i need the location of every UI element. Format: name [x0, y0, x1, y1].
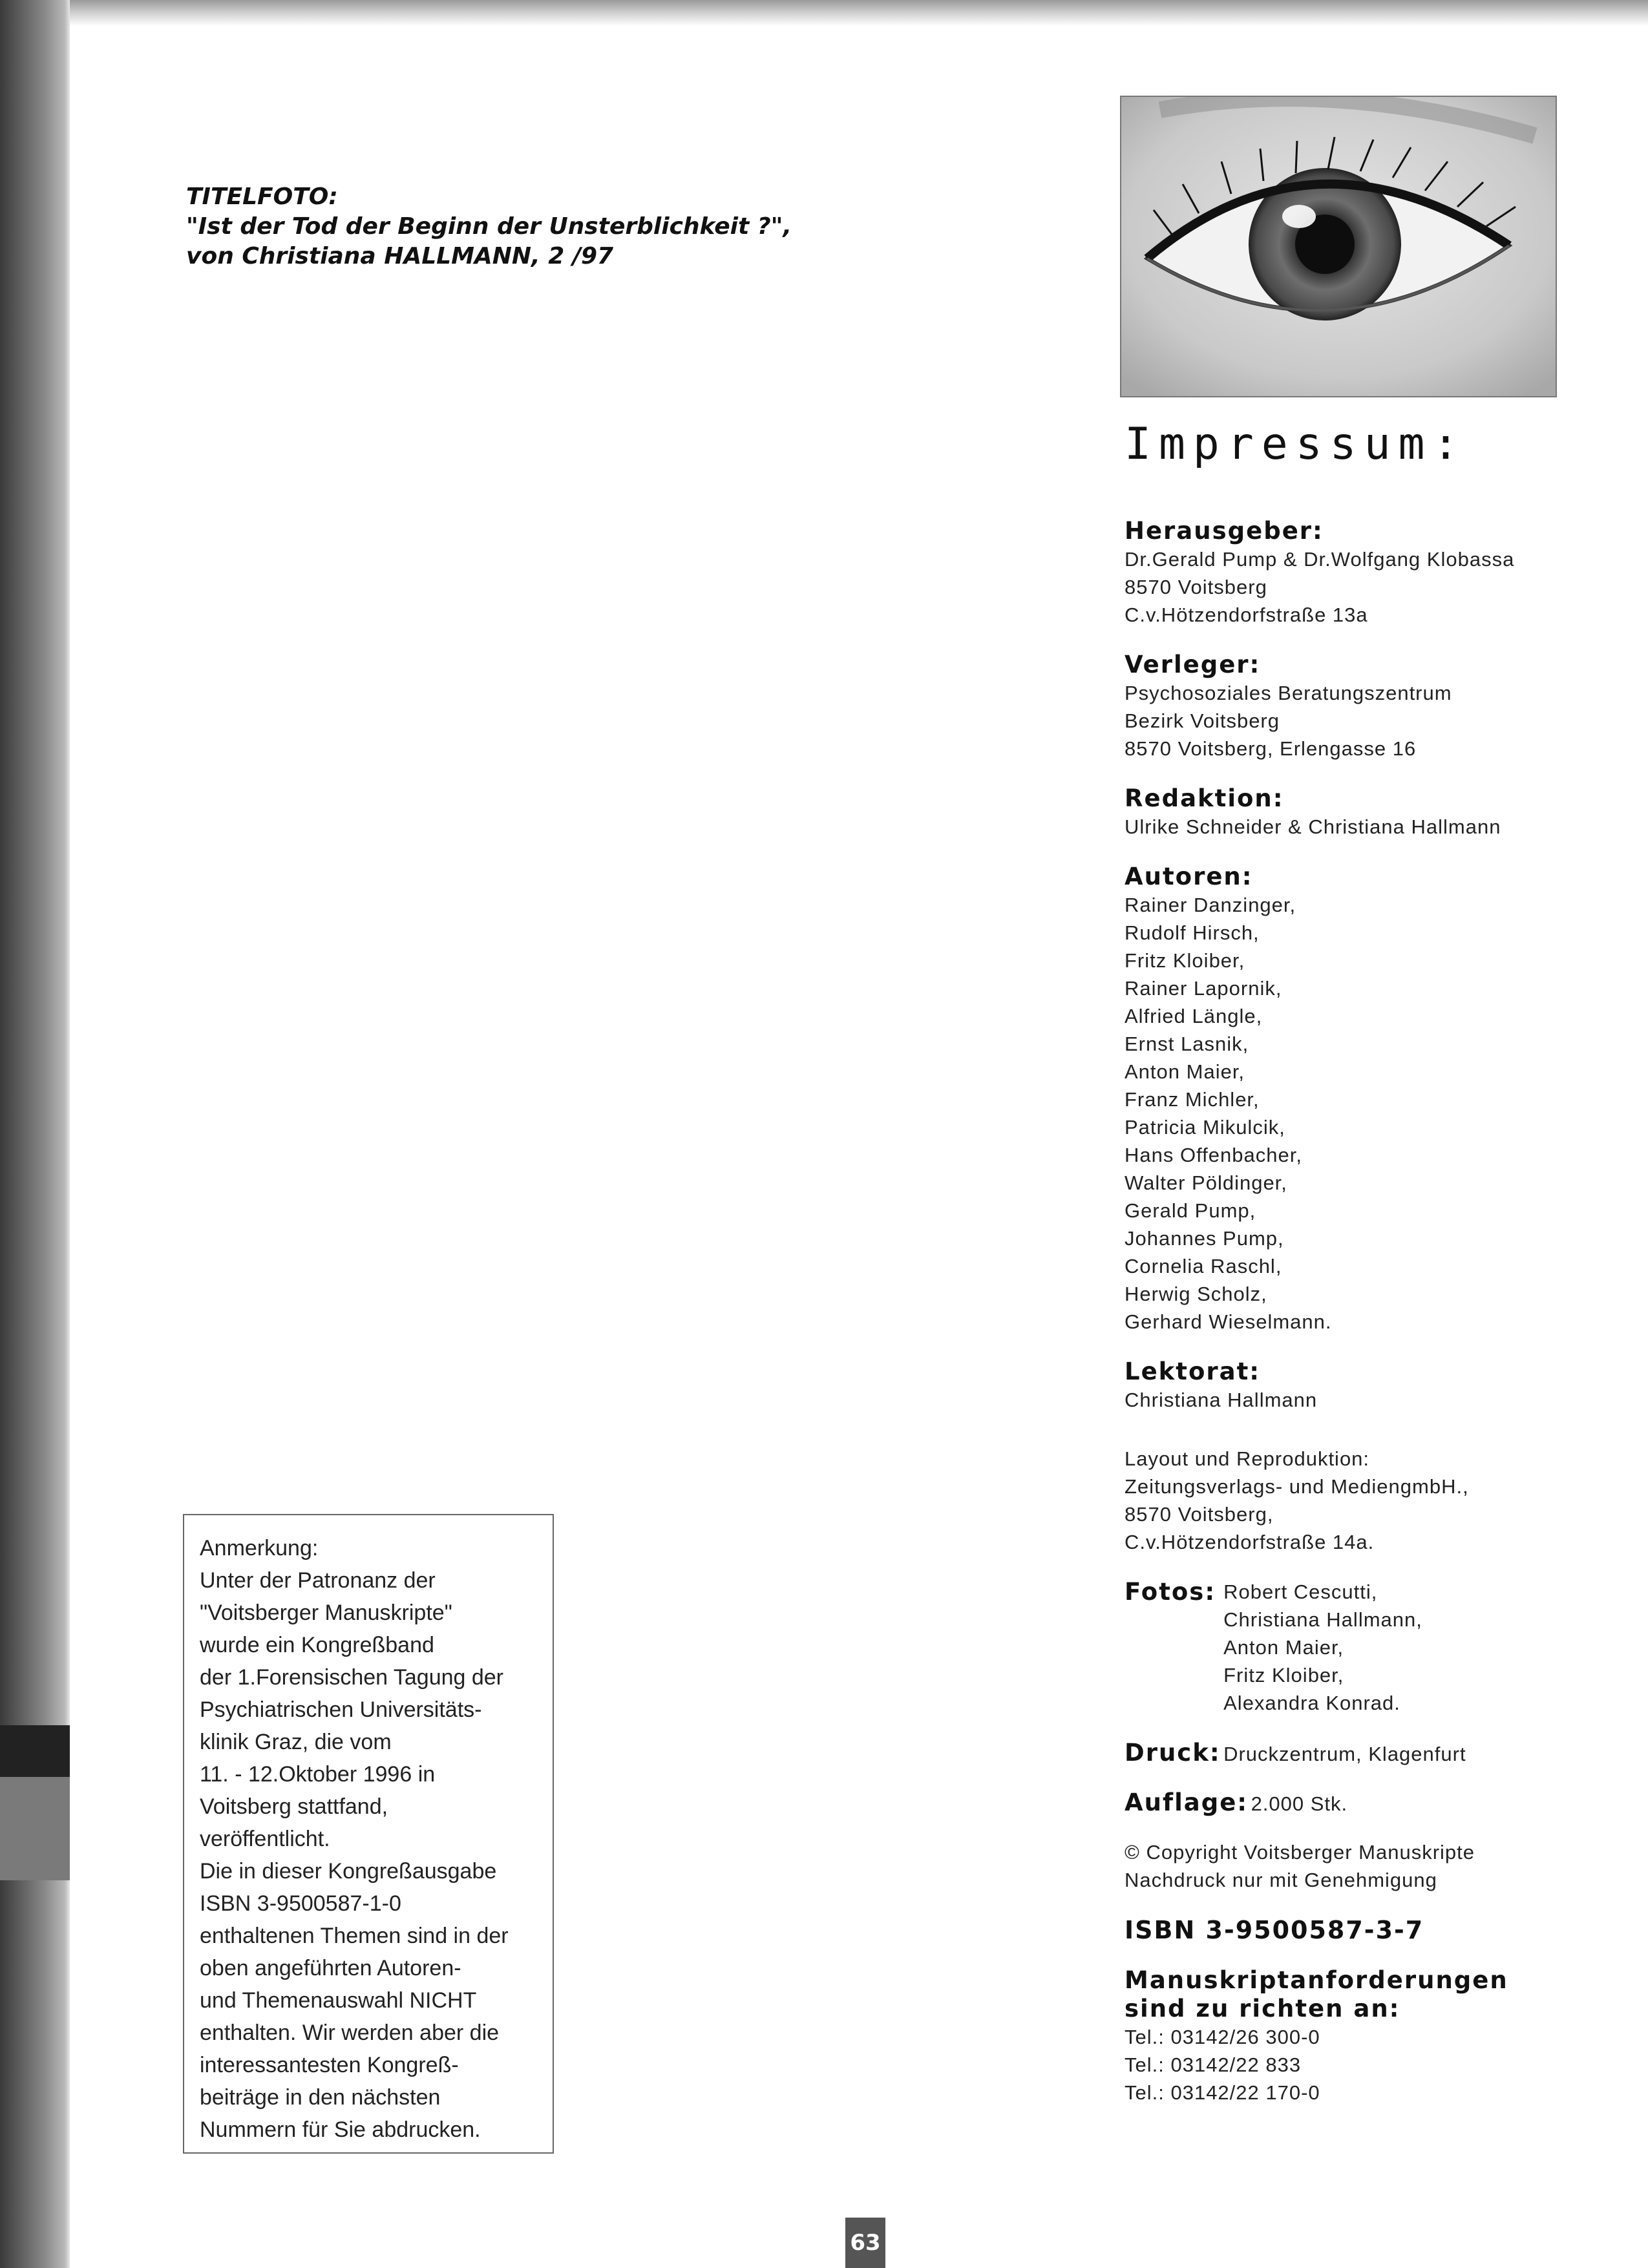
- photographer-name: Christiana Hallmann,: [1223, 1608, 1422, 1631]
- isbn-number: ISBN 3-9500587-3-7: [1125, 1916, 1424, 1944]
- note-line: und Themenauswahl NICHT: [200, 1988, 477, 2013]
- titelfoto-caption-line1: "Ist der Tod der Beginn der Unsterblichkeit ?",: [186, 213, 792, 240]
- author-name: Franz Michler,: [1125, 1088, 1260, 1111]
- note-line: enthaltenen Themen sind in der: [200, 1924, 509, 1948]
- copyright-line: © Copyright Voitsberger Manuskripte: [1125, 1841, 1475, 1864]
- author-name: Cornelia Raschl,: [1125, 1255, 1282, 1277]
- author-name: Hans Offenbacher,: [1125, 1144, 1302, 1166]
- druck-value: Druckzentrum, Klagenfurt: [1223, 1743, 1466, 1765]
- isbn-section: [1125, 1916, 1642, 1944]
- eye-photo: [1120, 96, 1557, 397]
- note-line: veröffentlicht.: [200, 1827, 330, 1851]
- note-line: oben angeführten Autoren-: [200, 1956, 461, 1980]
- verleger-line: Psychosoziales Beratungszentrum: [1125, 682, 1452, 704]
- eye-illustration: [1121, 97, 1556, 396]
- imprint-block: [1125, 517, 1642, 2128]
- page-top-edge-shadow: [70, 0, 1648, 26]
- author-name: Gerhard Wieselmann.: [1125, 1310, 1332, 1333]
- author-name: Rudolf Hirsch,: [1125, 921, 1260, 944]
- photographer-name: Alexandra Konrad.: [1223, 1692, 1400, 1714]
- note-line: Unter der Patronanz der: [200, 1568, 436, 1593]
- impressum-heading: Impressum:: [1125, 419, 1467, 470]
- note-line: interessantesten Kongreß-: [200, 2053, 459, 2077]
- verleger-line: Bezirk Voitsberg: [1125, 709, 1280, 732]
- autoren-heading: Autoren:: [1125, 863, 1253, 890]
- author-name: Herwig Scholz,: [1125, 1283, 1267, 1305]
- note-line: beiträge in den nächsten: [200, 2085, 441, 2110]
- photographer-name: Fritz Kloiber,: [1223, 1664, 1344, 1686]
- verleger-line: 8570 Voitsberg, Erlengasse 16: [1125, 737, 1417, 760]
- author-name: Walter Pöldinger,: [1125, 1171, 1287, 1194]
- note-line: Psychiatrischen Universitäts-: [200, 1697, 482, 1722]
- redaktion-heading: Redaktion:: [1125, 784, 1284, 812]
- manuskript-heading-line2: sind zu richten an:: [1125, 1995, 1400, 2022]
- manuskript-section: [1125, 1966, 1642, 2106]
- lektorat-line: Christiana Hallmann: [1125, 1389, 1318, 1411]
- titelfoto-label: TITELFOTO:: [186, 184, 338, 210]
- note-line: enthalten. Wir werden aber die: [200, 2021, 500, 2045]
- herausgeber-heading: Herausgeber:: [1125, 517, 1324, 545]
- author-name: Patricia Mikulcik,: [1125, 1116, 1285, 1139]
- phone-number: Tel.: 03142/22 833: [1125, 2053, 1302, 2076]
- manuskript-heading-line1: Manuskriptanforderungen: [1125, 1966, 1508, 1994]
- note-line: Anmerkung:: [200, 1536, 319, 1560]
- author-name: Gerald Pump,: [1125, 1199, 1256, 1222]
- autoren-section: [1125, 863, 1642, 1336]
- author-name: Fritz Kloiber,: [1125, 949, 1245, 972]
- note-line: wurde ein Kongreßband: [200, 1633, 434, 1657]
- author-name: Anton Maier,: [1125, 1060, 1245, 1083]
- verleger-heading: Verleger:: [1125, 651, 1261, 678]
- author-name: Rainer Lapornik,: [1125, 977, 1282, 1000]
- layout-line: C.v.Hötzendorfstraße 14a.: [1125, 1531, 1375, 1553]
- fotos-heading: Fotos:: [1125, 1578, 1216, 1606]
- fotos-section: [1125, 1578, 1642, 1717]
- phone-number: Tel.: 03142/22 170-0: [1125, 2081, 1320, 2104]
- auflage-heading: Auflage:: [1125, 1789, 1249, 1816]
- note-line: "Voitsberger Manuskripte": [200, 1601, 452, 1625]
- layout-line: Layout und Reproduktion:: [1125, 1447, 1370, 1470]
- druck-heading: Druck:: [1125, 1739, 1221, 1767]
- photographer-name: Robert Cescutti,: [1223, 1580, 1378, 1603]
- verleger-section: [1125, 651, 1642, 762]
- lektorat-heading: Lektorat:: [1125, 1358, 1261, 1385]
- note-line: Voitsberg stattfand,: [200, 1794, 388, 1819]
- author-name: Ernst Lasnik,: [1125, 1033, 1249, 1055]
- author-name: Rainer Danzinger,: [1125, 894, 1296, 916]
- layout-line: Zeitungsverlags- und MediengmbH.,: [1125, 1475, 1469, 1498]
- cover-photo-caption: [186, 182, 897, 271]
- note-line: klinik Graz, die vom: [200, 1730, 392, 1754]
- herausgeber-line: Dr.Gerald Pump & Dr.Wolfgang Klobassa: [1125, 548, 1515, 571]
- note-line: 11. - 12.Oktober 1996 in: [200, 1762, 436, 1787]
- herausgeber-line: C.v.Hötzendorfstraße 13a: [1125, 604, 1368, 626]
- phone-number: Tel.: 03142/26 300-0: [1125, 2026, 1320, 2048]
- redaktion-section: [1125, 784, 1642, 841]
- page-number: 63: [845, 2218, 885, 2268]
- note-line: ISBN 3-9500587-1-0: [200, 1891, 401, 1916]
- page-binding-shadow: [0, 0, 70, 2268]
- binding-band-dark: [0, 1725, 70, 1777]
- copyright-section: [1125, 1838, 1642, 1894]
- layout-line: 8570 Voitsberg,: [1125, 1503, 1274, 1526]
- lektorat-section: [1125, 1358, 1642, 1414]
- layout-section: [1125, 1445, 1642, 1556]
- herausgeber-section: [1125, 517, 1642, 629]
- note-line: Die in dieser Kongreßausgabe: [200, 1859, 497, 1884]
- author-name: Alfried Längle,: [1125, 1005, 1263, 1027]
- copyright-line: Nachdruck nur mit Genehmigung: [1125, 1869, 1437, 1891]
- note-line: Nummern für Sie abdrucken.: [200, 2117, 481, 2142]
- auflage-section: [1125, 1789, 1642, 1816]
- anmerkung-box: [183, 1514, 554, 2154]
- auflage-value: 2.000 Stk.: [1251, 1792, 1348, 1815]
- note-line: der 1.Forensischen Tagung der: [200, 1665, 504, 1690]
- fotos-list: [1223, 1578, 1422, 1717]
- photographer-name: Anton Maier,: [1223, 1636, 1344, 1659]
- titelfoto-caption-line2: von Christiana HALLMANN, 2 /97: [186, 243, 614, 269]
- binding-band-grey: [0, 1777, 70, 1880]
- redaktion-line: Ulrike Schneider & Christiana Hallmann: [1125, 815, 1501, 838]
- druck-section: [1125, 1739, 1642, 1767]
- author-name: Johannes Pump,: [1125, 1227, 1284, 1250]
- herausgeber-line: 8570 Voitsberg: [1125, 576, 1267, 598]
